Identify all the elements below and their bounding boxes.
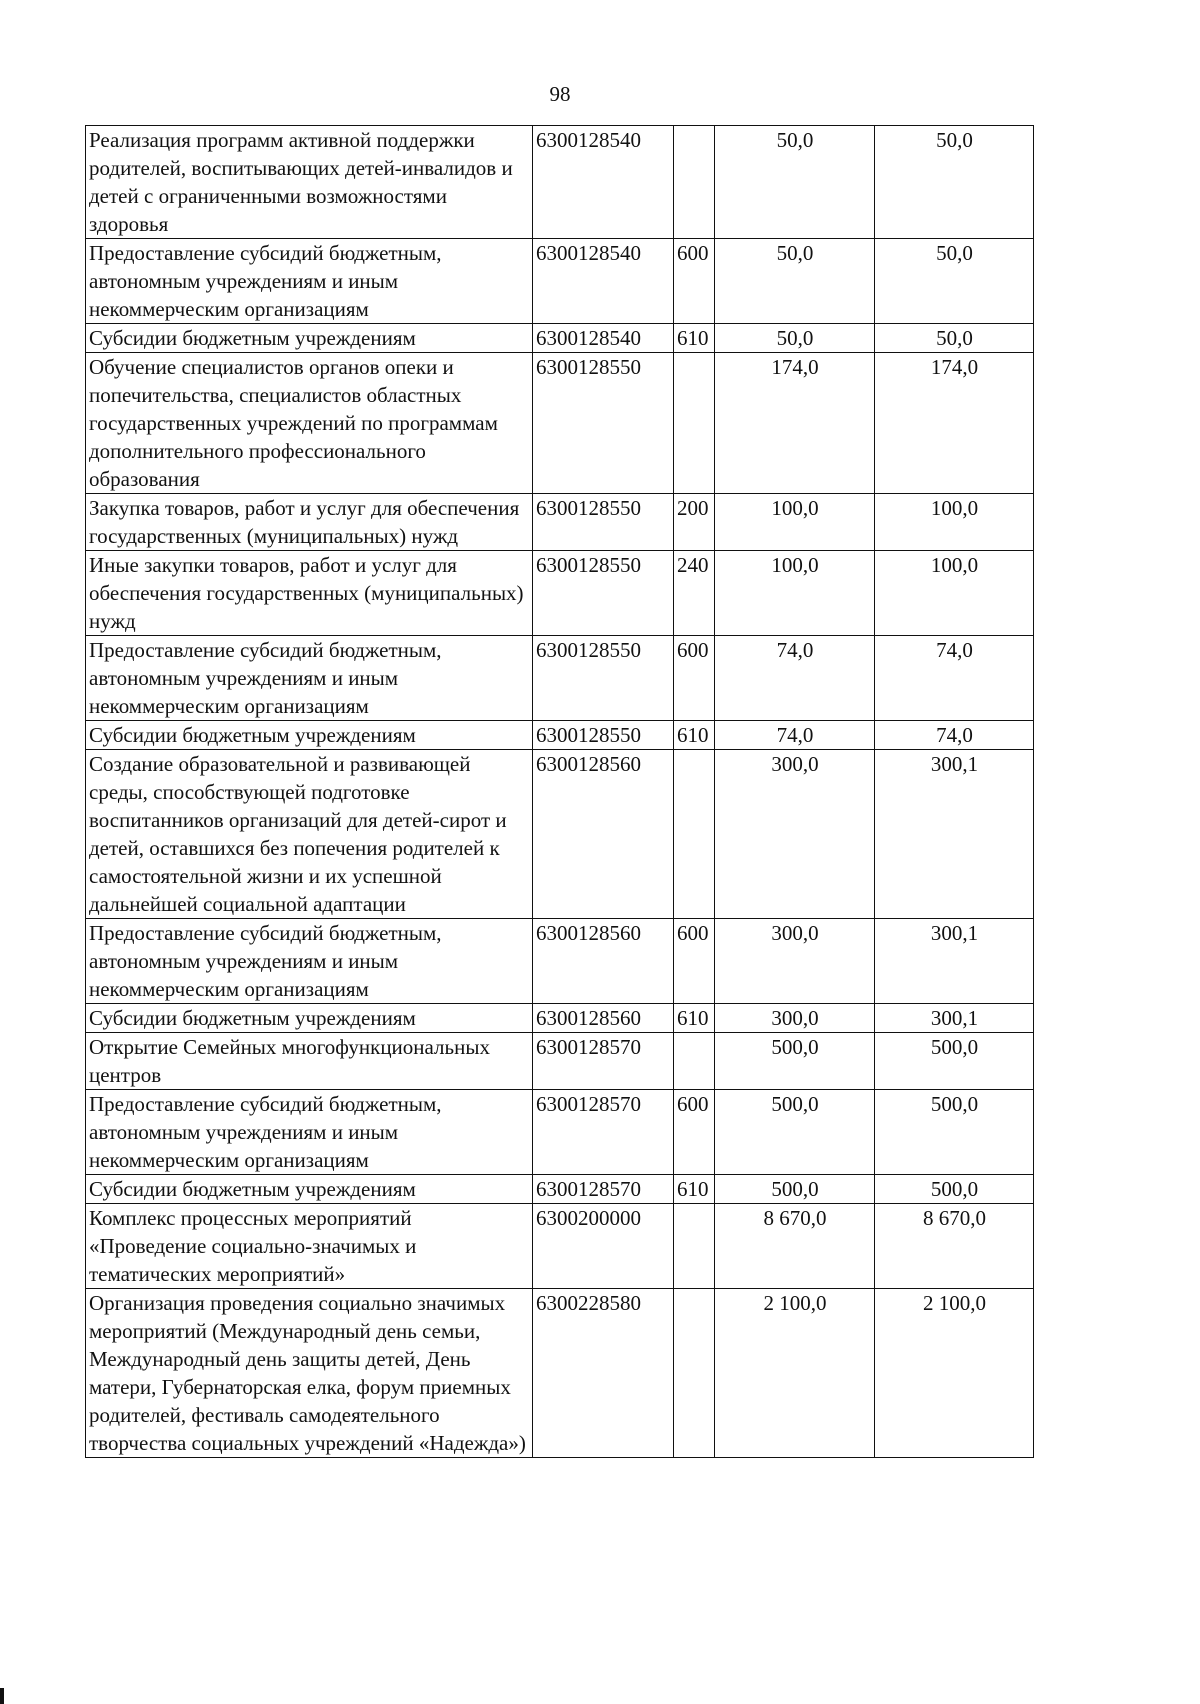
row-name: Обучение специалистов органов опеки и попечительства, специалистов областных государственных учреждений по программам дополнительного профессионального образования [86, 353, 533, 494]
row-code: 6300128570 [533, 1033, 674, 1090]
row-value-2: 2 100,0 [875, 1289, 1034, 1458]
row-value-1: 2 100,0 [715, 1289, 875, 1458]
row-name: Иные закупки товаров, работ и услуг для обеспечения государственных (муниципальных) нужд [86, 551, 533, 636]
row-value-2: 500,0 [875, 1175, 1034, 1204]
row-name: Субсидии бюджетным учреждениям [86, 1175, 533, 1204]
row-expense-type [674, 1204, 715, 1289]
row-name: Субсидии бюджетным учреждениям [86, 1004, 533, 1033]
table-row [86, 1090, 1034, 1175]
row-code: 6300200000 [533, 1204, 674, 1289]
table-row [86, 551, 1034, 636]
row-value-1: 50,0 [715, 239, 875, 324]
row-expense-type: 600 [674, 1090, 715, 1175]
row-name: Предоставление субсидий бюджетным, автономным учреждениям и иным некоммерческим организациям [86, 239, 533, 324]
table-row [86, 353, 1034, 494]
row-value-1: 300,0 [715, 1004, 875, 1033]
row-name: Предоставление субсидий бюджетным, автономным учреждениям и иным некоммерческим организациям [86, 636, 533, 721]
row-name: Закупка товаров, работ и услуг для обеспечения государственных (муниципальных) нужд [86, 494, 533, 551]
table-row [86, 1175, 1034, 1204]
row-expense-type: 610 [674, 721, 715, 750]
row-value-1: 174,0 [715, 353, 875, 494]
row-value-1: 500,0 [715, 1175, 875, 1204]
row-value-2: 300,1 [875, 1004, 1034, 1033]
table-row [86, 1004, 1034, 1033]
row-value-2: 500,0 [875, 1033, 1034, 1090]
table-row [86, 494, 1034, 551]
row-expense-type: 610 [674, 324, 715, 353]
row-value-2: 50,0 [875, 126, 1034, 239]
row-value-1: 74,0 [715, 721, 875, 750]
row-code: 6300128540 [533, 126, 674, 239]
row-code: 6300128540 [533, 239, 674, 324]
row-code: 6300128570 [533, 1175, 674, 1204]
row-name: Организация проведения социально значимых мероприятий (Международный день семьи, Международный день защиты детей, День матери, Губернаторская елка, форум приемных родителей, фестиваль самодеятельного творчества социальных учреждений «Надежда») [86, 1289, 533, 1458]
row-code: 6300128550 [533, 551, 674, 636]
row-value-2: 100,0 [875, 494, 1034, 551]
row-code: 6300128550 [533, 353, 674, 494]
row-expense-type: 600 [674, 919, 715, 1004]
row-value-1: 50,0 [715, 324, 875, 353]
row-code: 6300128550 [533, 636, 674, 721]
scan-edge-mark [0, 1688, 4, 1704]
row-name: Комплекс процессных мероприятий «Проведение социально-значимых и тематических мероприятий» [86, 1204, 533, 1289]
row-value-1: 500,0 [715, 1090, 875, 1175]
row-value-2: 300,1 [875, 919, 1034, 1004]
row-code: 6300128560 [533, 1004, 674, 1033]
row-value-1: 300,0 [715, 919, 875, 1004]
row-value-2: 50,0 [875, 324, 1034, 353]
row-code: 6300128570 [533, 1090, 674, 1175]
row-name: Субсидии бюджетным учреждениям [86, 324, 533, 353]
row-value-1: 100,0 [715, 551, 875, 636]
page-number: 98 [549, 82, 571, 106]
row-expense-type: 600 [674, 636, 715, 721]
row-expense-type [674, 1033, 715, 1090]
row-expense-type: 600 [674, 239, 715, 324]
table-row [86, 721, 1034, 750]
table-row [86, 239, 1034, 324]
row-code: 6300128560 [533, 750, 674, 919]
row-expense-type [674, 353, 715, 494]
row-expense-type [674, 750, 715, 919]
row-value-1: 500,0 [715, 1033, 875, 1090]
row-value-2: 500,0 [875, 1090, 1034, 1175]
row-name: Предоставление субсидий бюджетным, автономным учреждениям и иным некоммерческим организациям [86, 919, 533, 1004]
row-value-2: 8 670,0 [875, 1204, 1034, 1289]
row-value-1: 74,0 [715, 636, 875, 721]
row-value-2: 50,0 [875, 239, 1034, 324]
row-value-2: 174,0 [875, 353, 1034, 494]
row-expense-type: 610 [674, 1004, 715, 1033]
row-value-2: 300,1 [875, 750, 1034, 919]
row-code: 6300128560 [533, 919, 674, 1004]
row-name: Предоставление субсидий бюджетным, автономным учреждениям и иным некоммерческим организациям [86, 1090, 533, 1175]
table-row [86, 1033, 1034, 1090]
row-code: 6300128540 [533, 324, 674, 353]
row-name: Открытие Семейных многофункциональных центров [86, 1033, 533, 1090]
table-row [86, 126, 1034, 239]
row-value-2: 100,0 [875, 551, 1034, 636]
row-value-1: 100,0 [715, 494, 875, 551]
row-expense-type: 200 [674, 494, 715, 551]
table-row [86, 919, 1034, 1004]
row-code: 6300128550 [533, 494, 674, 551]
row-name: Создание образовательной и развивающей среды, способствующей подготовке воспитанников организаций для детей-сирот и детей, оставшихся без попечения родителей к самостоятельной жизни и их успешной дальнейшей социальной адаптации [86, 750, 533, 919]
row-name: Субсидии бюджетным учреждениям [86, 721, 533, 750]
row-expense-type [674, 126, 715, 239]
table-row [86, 750, 1034, 919]
row-code: 6300128550 [533, 721, 674, 750]
row-value-1: 8 670,0 [715, 1204, 875, 1289]
row-value-1: 50,0 [715, 126, 875, 239]
row-value-2: 74,0 [875, 636, 1034, 721]
table-row [86, 1289, 1034, 1458]
budget-table [85, 125, 1034, 1458]
row-expense-type: 610 [674, 1175, 715, 1204]
row-value-2: 74,0 [875, 721, 1034, 750]
row-value-1: 300,0 [715, 750, 875, 919]
row-expense-type: 240 [674, 551, 715, 636]
row-expense-type [674, 1289, 715, 1458]
table-row [86, 1204, 1034, 1289]
row-code: 6300228580 [533, 1289, 674, 1458]
row-name: Реализация программ активной поддержки родителей, воспитывающих детей-инвалидов и детей с ограниченными возможностями здоровья [86, 126, 533, 239]
table-row [86, 324, 1034, 353]
table-row [86, 636, 1034, 721]
